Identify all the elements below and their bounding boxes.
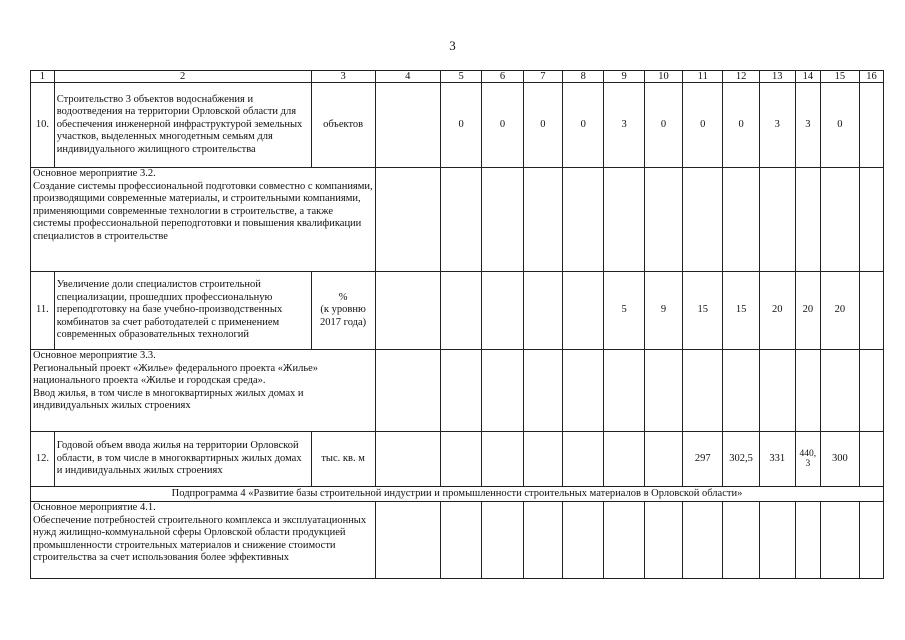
col-header: 2 [54,71,311,83]
indicator-name: Годовой объем ввода жилья на территории Орловской области, в том числе в многоквартирных жилых домах и индивидуальных жилых строениях [54,432,311,487]
measure-text: Основное мероприятие 4.1. Обеспечение потребностей строительного комплекса и эксплуатационных нужд жилищно-коммунальной сферы Орловской области продукцией промышленности строительных материалов и снижение стоимости строительства за счет использования более эффективных [31,502,376,579]
value-cell [375,83,440,168]
empty-cell [683,168,723,272]
value-cell [440,432,481,487]
value-cell: 3 [604,83,644,168]
value-cell [604,432,644,487]
value-cell: 0 [683,83,723,168]
empty-cell [644,350,682,432]
value-cell: 20 [795,272,820,350]
measure-row [31,350,884,432]
value-cell: 20 [759,272,795,350]
empty-cell [820,168,859,272]
indicator-row [31,272,884,350]
value-cell [482,272,523,350]
value-cell: 5 [604,272,644,350]
value-cell: 0 [440,83,481,168]
col-header: 16 [860,71,884,83]
empty-cell [759,168,795,272]
empty-cell [523,168,562,272]
value-cell: 20 [820,272,859,350]
row-number: 12. [31,432,55,487]
value-cell [482,432,523,487]
value-cell [375,432,440,487]
value-cell: 0 [820,83,859,168]
empty-cell [759,350,795,432]
col-header: 7 [523,71,562,83]
col-header: 14 [795,71,820,83]
col-header: 9 [604,71,644,83]
empty-cell [820,350,859,432]
value-cell [563,272,604,350]
empty-cell [723,350,759,432]
empty-cell [563,502,604,579]
value-cell: 0 [644,83,682,168]
value-cell: 0 [723,83,759,168]
empty-cell [860,502,884,579]
indicator-name: Увеличение доли специалистов строительной специализации, прошедших профессиональную переподготовку на базе учебно-производственных комбинатов за счет работодателей с применением современных образовательных технологий [54,272,311,350]
col-header: 11 [683,71,723,83]
measure-text: Основное мероприятие 3.2. Создание системы профессиональной подготовки совместно с компаниями, производящими современные материалы, и строительными компаниями, применяющими современные технологии в строительстве, а также системы профессиональной переподготовки и повышения квалификации специалистов в строительстве [31,168,376,272]
indicator-row [31,83,884,168]
empty-cell [482,502,523,579]
empty-cell [482,168,523,272]
empty-cell [759,502,795,579]
empty-cell [820,502,859,579]
value-cell [523,272,562,350]
col-header: 8 [563,71,604,83]
value-cell: 440, 3 [795,432,820,487]
value-cell: 15 [683,272,723,350]
measure-row [31,502,884,579]
measure-row [31,168,884,272]
col-header: 4 [375,71,440,83]
subprogram-row [31,487,884,502]
value-cell: 0 [563,83,604,168]
empty-cell [440,350,481,432]
col-header: 3 [311,71,375,83]
value-cell: 0 [523,83,562,168]
value-cell [860,432,884,487]
empty-cell [482,350,523,432]
empty-cell [860,350,884,432]
empty-cell [683,502,723,579]
empty-cell [723,168,759,272]
empty-cell [375,168,440,272]
empty-cell [523,350,562,432]
value-cell [860,83,884,168]
value-cell: 302,5 [723,432,759,487]
page-number: 3 [449,38,456,53]
value-cell: 3 [795,83,820,168]
empty-cell [795,350,820,432]
empty-cell [440,168,481,272]
empty-cell [860,168,884,272]
unit-cell: тыс. кв. м [311,432,375,487]
value-cell [563,432,604,487]
value-cell: 331 [759,432,795,487]
col-header: 12 [723,71,759,83]
empty-cell [563,350,604,432]
value-cell: 297 [683,432,723,487]
empty-cell [644,168,682,272]
value-cell: 0 [482,83,523,168]
value-cell: 9 [644,272,682,350]
empty-cell [683,350,723,432]
unit-cell: % (к уровню 2017 года) [311,272,375,350]
indicator-row [31,432,884,487]
col-header: 6 [482,71,523,83]
empty-cell [440,502,481,579]
indicators-table [30,70,884,579]
empty-cell [523,502,562,579]
unit-cell: объектов [311,83,375,168]
empty-cell [604,350,644,432]
row-number: 11. [31,272,55,350]
subprogram-title: Подпрограмма 4 «Развитие базы строительной индустрии и промышленности строительных материалов в Орловской области» [31,487,884,502]
empty-cell [604,168,644,272]
value-cell [523,432,562,487]
value-cell [644,432,682,487]
col-header: 1 [31,71,55,83]
empty-cell [375,502,440,579]
empty-cell [375,350,440,432]
value-cell [375,272,440,350]
empty-cell [795,168,820,272]
col-header: 5 [440,71,481,83]
empty-cell [604,502,644,579]
col-header: 13 [759,71,795,83]
row-number: 10. [31,83,55,168]
value-cell [440,272,481,350]
value-cell: 3 [759,83,795,168]
indicator-name: Строительство 3 объектов водоснабжения и водоотведения на территории Орловской области для обеспечения инженерной инфраструктурой земельных участков, выделенных многодетным семьям для индивидуального жилищного строительства [54,83,311,168]
value-cell: 300 [820,432,859,487]
empty-cell [644,502,682,579]
value-cell: 15 [723,272,759,350]
col-header: 10 [644,71,682,83]
empty-cell [795,502,820,579]
header-row [31,71,884,83]
empty-cell [723,502,759,579]
value-cell [860,272,884,350]
col-header: 15 [820,71,859,83]
measure-text: Основное мероприятие 3.3. Региональный проект «Жилье» федерального проекта «Жилье» национального проекта «Жилье и городская среда». Ввод жилья, в том числе в многоквартирных жилых домах и индивидуальных жилых строениях [31,350,376,432]
empty-cell [563,168,604,272]
